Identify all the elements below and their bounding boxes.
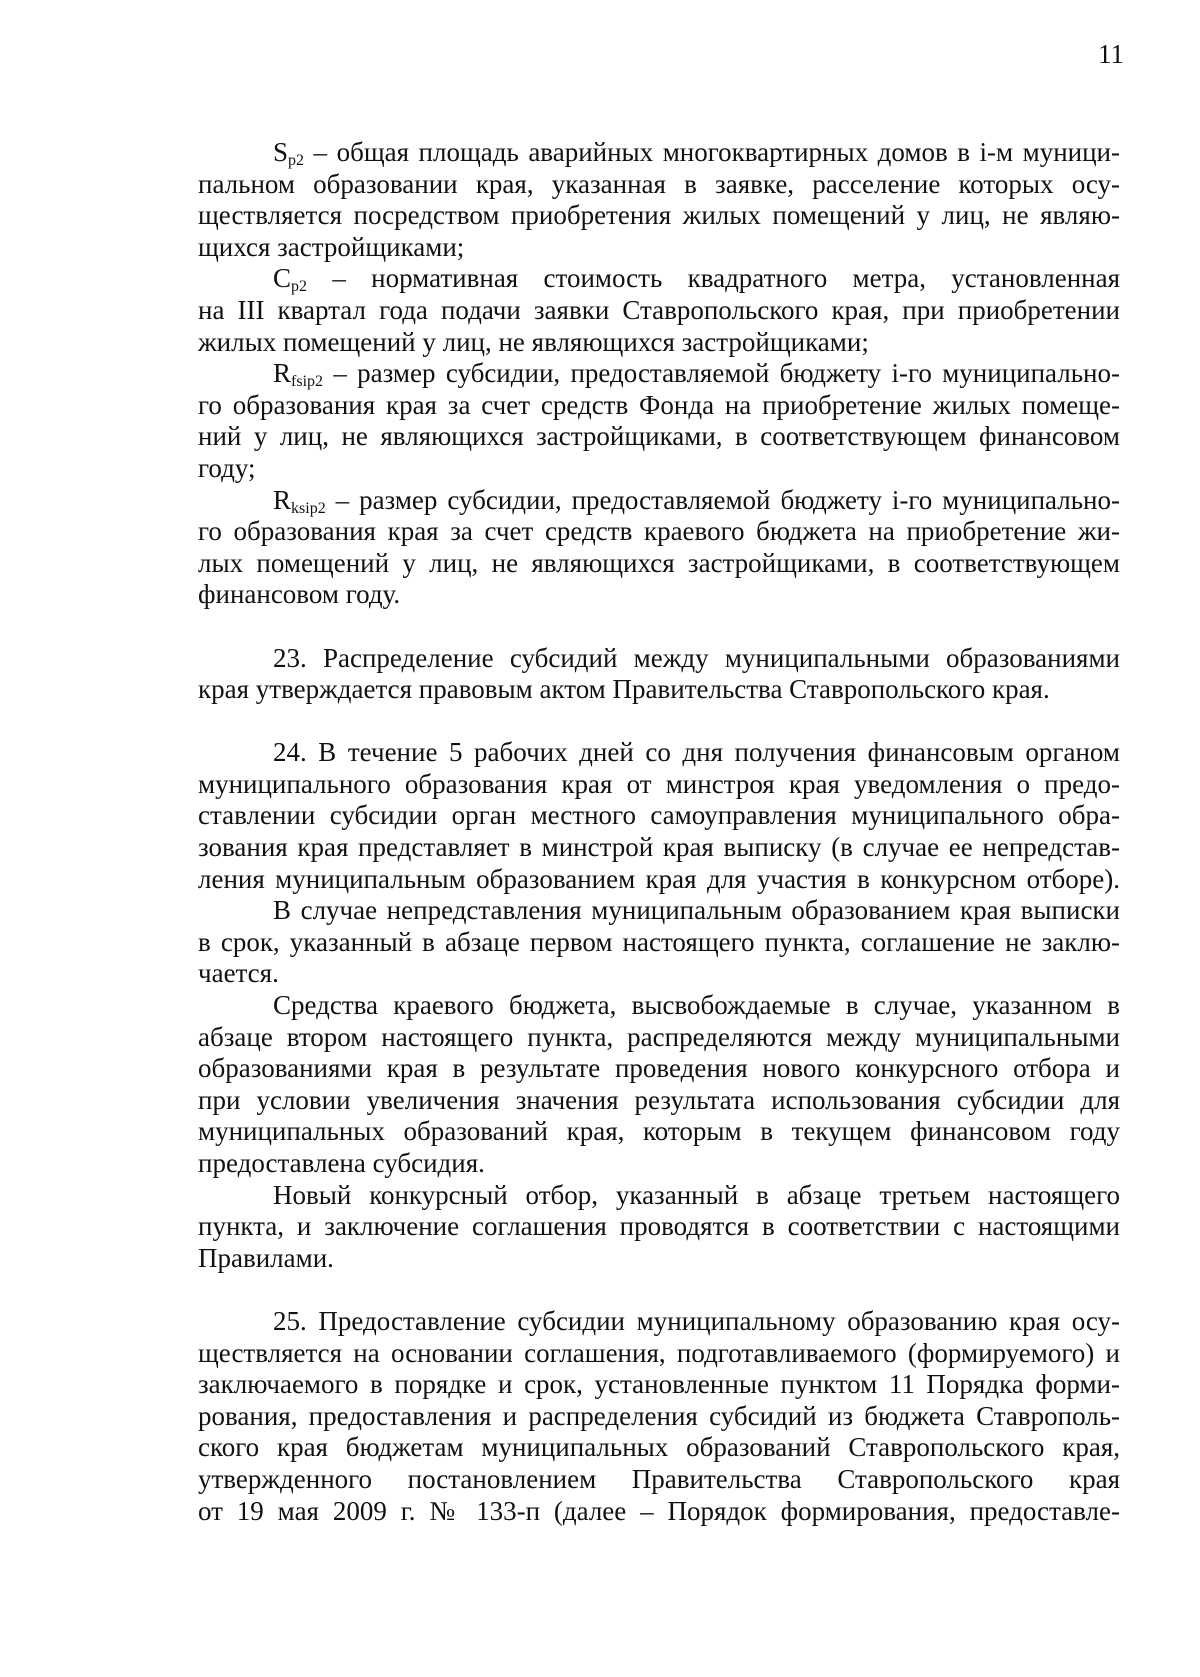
- definition-rksip2: [198, 485, 1120, 611]
- text-line: муниципальных образований края, которым в текущем финансовом году: [198, 1116, 1120, 1147]
- text-line: заключаемого в порядке и срок, установленные пунктом 11 Порядка форми-: [198, 1369, 1120, 1400]
- text-line: зования края представляет в минстрой края выписку (в случае ее непредстав-: [198, 832, 1120, 863]
- text-line: году;: [198, 452, 256, 483]
- variable-symbol: $S_{p2}$: [273, 137, 305, 169]
- item-24-paragraph-1: [198, 737, 1120, 895]
- text-line: щихся застройщиками;: [198, 231, 465, 262]
- item-24-paragraph-3: [198, 990, 1120, 1180]
- item-23: [198, 643, 1120, 706]
- text-line: в срок, указанный в абзаце первом настоящего пункта, соглашение не заклю-: [198, 926, 1120, 957]
- text-line: образованиями края в результате проведения нового конкурсного отбора и: [198, 1053, 1120, 1084]
- text-line: ления муниципальным образованием края для участия в конкурсном отборе).: [198, 863, 1120, 894]
- text-line: ний у лиц, не являющихся застройщиками, в соответствующем финансовом: [198, 421, 1120, 452]
- text-line: $R_{ksip2}$ – размер субсидии, предоставляемой бюджету i-го муниципально-: [273, 484, 1120, 517]
- text-line: жилых помещений у лиц, не являющихся застройщиками;: [198, 326, 869, 357]
- text-line: финансовом году.: [198, 579, 401, 610]
- text-line: пальном образовании края, указанная в заявке, расселение которых осу-: [198, 168, 1120, 199]
- text-line: абзаце втором настоящего пункта, распределяются между муниципальными: [198, 1021, 1120, 1052]
- text-line: ского края бюджетам муниципальных образований Ставропольского края,: [198, 1432, 1120, 1463]
- text-line: ществляется посредством приобретения жилых помещений у лиц, не являю-: [198, 200, 1120, 231]
- text-line: предоставлена субсидия.: [198, 1148, 485, 1178]
- item-24-paragraph-4: [198, 1180, 1120, 1275]
- text-line: при условии увеличения значения результата использования субсидии для: [198, 1084, 1120, 1115]
- variable-symbol: $R_{ksip2}$: [273, 484, 326, 517]
- variable-symbol: $C_{p2}$: [273, 263, 308, 296]
- text-line: края утверждается правовым актом Правительства Ставропольского края.: [198, 674, 1050, 705]
- page-number: 11: [1098, 39, 1124, 69]
- text-line: ставлении субсидии орган местного самоуправления муниципального обра-: [198, 800, 1120, 831]
- text-line: 23. Распределение субсидий между муниципальными образованиями: [273, 642, 1120, 673]
- text-line: от 19 мая 2009 г. № 133-п (далее – Порядок формирования, предоставле-: [198, 1495, 1120, 1526]
- text-line: рования, предоставления и распределения субсидий из бюджета Ставрополь-: [198, 1400, 1120, 1431]
- text-line: муниципального образования края от минстроя края уведомления о предо-: [198, 768, 1120, 799]
- paragraph-gap: [198, 611, 1120, 643]
- text-line: В случае непредставления муниципальным образованием края выписки: [273, 895, 1120, 926]
- item-25: [198, 1306, 1120, 1527]
- text-line: го образования края за счет средств краевого бюджета на приобретение жи-: [198, 516, 1120, 547]
- text-line: $C_{p2}$ – нормативная стоимость квадратного метра, установленная: [273, 263, 1120, 296]
- text-line: ществляется на основании соглашения, подготавливаемого (формируемого) и: [198, 1337, 1120, 1368]
- text-line: лых помещений у лиц, не являющихся застройщиками, в соответствующем: [198, 547, 1120, 578]
- definition-sp2: [198, 137, 1120, 263]
- item-24: [198, 737, 1120, 1274]
- text-line: Средства краевого бюджета, высвобождаемые в случае, указанном в: [273, 990, 1120, 1021]
- variable-symbol: $R_{fsip2}$: [273, 358, 324, 391]
- text-line: пункта, и заключение соглашения проводятся в соответствии с настоящими: [198, 1211, 1120, 1242]
- document-body: [198, 137, 1120, 1527]
- text-line: Правилами.: [198, 1242, 334, 1273]
- text-line: Новый конкурсный отбор, указанный в абзаце третьем настоящего: [273, 1179, 1120, 1210]
- text-line: 25. Предоставление субсидии муниципальному образованию края осу-: [273, 1305, 1120, 1336]
- paragraph-gap: [198, 706, 1120, 738]
- definition-rfsip2: [198, 358, 1120, 484]
- text-line: $S_{p2}$ – общая площадь аварийных многоквартирных домов в i-м муници-: [273, 137, 1120, 169]
- item-24-paragraph-2: [198, 895, 1120, 990]
- definition-cp2: [198, 263, 1120, 358]
- text-line: 24. В течение 5 рабочих дней со дня получения финансовым органом: [273, 737, 1120, 768]
- text-line: чается.: [198, 958, 279, 989]
- text-line: $R_{fsip2}$ – размер субсидии, предоставляемой бюджету i-го муниципально-: [273, 358, 1120, 391]
- text-line: утвержденного постановлением Правительства Ставропольского края: [198, 1463, 1120, 1494]
- text-line: на III квартал года подачи заявки Ставропольского края, при приобретении: [198, 294, 1120, 325]
- text-line: го образования края за счет средств Фонда на приобретение жилых помеще-: [198, 389, 1120, 420]
- paragraph-gap: [198, 1274, 1120, 1306]
